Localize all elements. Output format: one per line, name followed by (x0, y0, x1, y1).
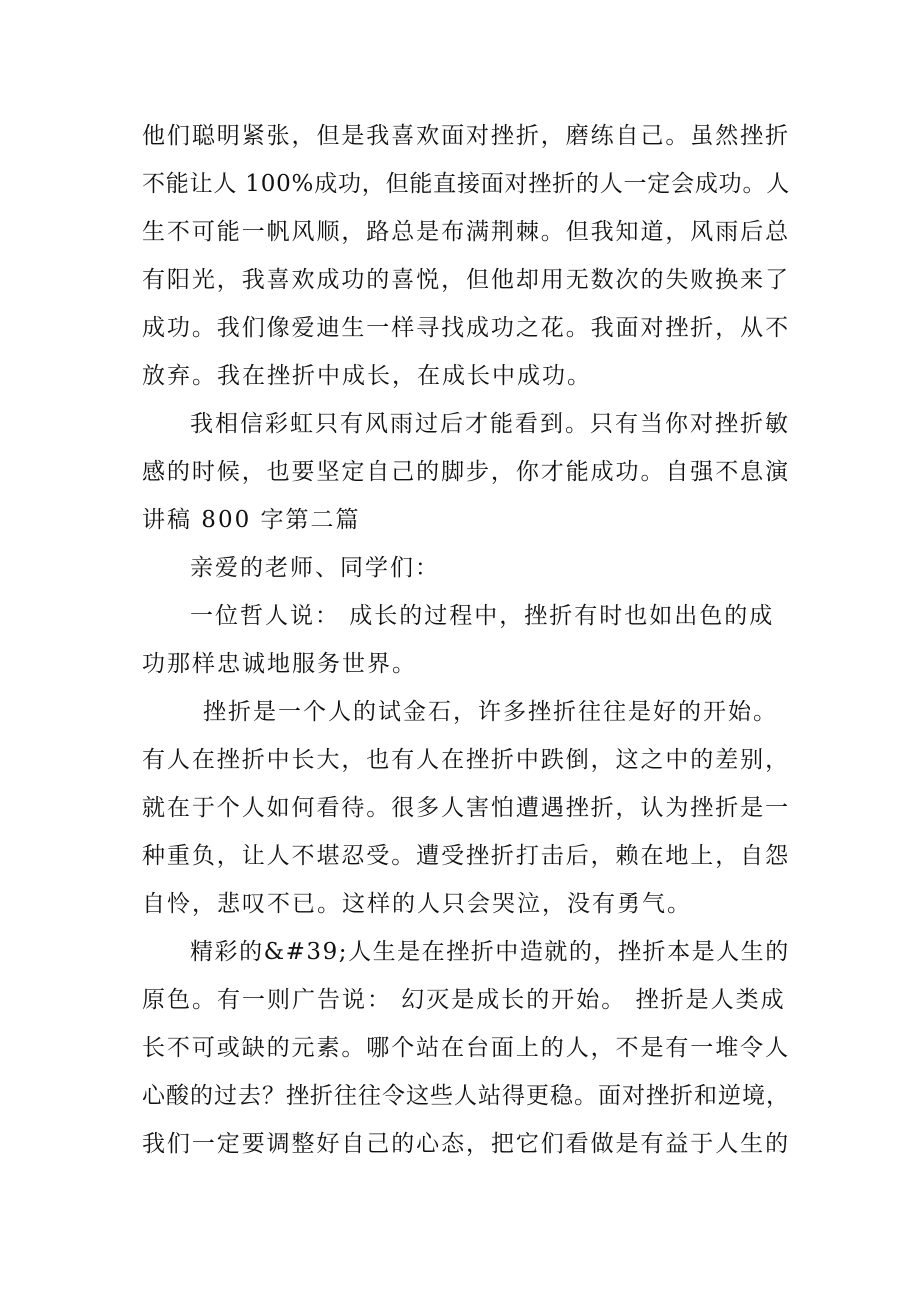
text-line: 一位哲人说： 成长的过程中，挫折有时也如出色的成 (190, 603, 775, 629)
text-line: 我们一定要调整好自己的心态，把它们看做是有益于人生的 (142, 1131, 790, 1157)
text-line: 成功。我们像爱迪生一样寻找成功之花。我面对挫折，从不 (142, 315, 790, 341)
text-line: 心酸的过去？挫折往往令这些人站得更稳。面对挫折和逆境， (142, 1083, 790, 1109)
text-line: 原色。有一则广告说： 幻灭是成长的开始。 挫折是人类成 (142, 987, 786, 1013)
text-line: 有人在挫折中长大，也有人在挫折中跌倒，这之中的差别， (142, 747, 790, 773)
text-line: 讲稿 800 字第二篇 (142, 507, 361, 533)
text-line: 生不可能一帆风顺，路总是布满荆棘。但我知道，风雨后总 (142, 219, 790, 245)
text-line: 感的时候，也要坚定自己的脚步，你才能成功。自强不息演 (142, 459, 790, 485)
text-line: 种重负，让人不堪忍受。遭受挫折打击后，赖在地上，自怨 (142, 843, 790, 869)
text-line: 精彩的&#39;人生是在挫折中造就的，挫折本是人生的 (190, 939, 790, 965)
text-line: 挫折是一个人的试金石，许多挫折往往是好的开始。 (203, 699, 778, 725)
text-line: 不能让人 100%成功，但能直接面对挫折的人一定会成功。人 (142, 171, 791, 197)
text-line: 他们聪明紧张，但是我喜欢面对挫折，磨练自己。虽然挫折 (142, 123, 790, 149)
text-line: 长不可或缺的元素。哪个站在台面上的人，不是有一堆令人 (142, 1035, 790, 1061)
text-line: 自怜，悲叹不已。这样的人只会哭泣，没有勇气。 (142, 891, 692, 917)
text-line: 就在于个人如何看待。很多人害怕遭遇挫折，认为挫折是一 (142, 795, 790, 821)
text-line: 我相信彩虹只有风雨过后才能看到。只有当你对挫折敏 (190, 411, 790, 437)
text-line: 有阳光，我喜欢成功的喜悦，但他却用无数次的失败换来了 (142, 267, 790, 293)
text-line: 放弃。我在挫折中成长，在成长中成功。 (142, 363, 592, 389)
text-line: 功那样忠诚地服务世界。 (142, 651, 417, 677)
text-line: 亲爱的老师、同学们： (190, 555, 440, 581)
